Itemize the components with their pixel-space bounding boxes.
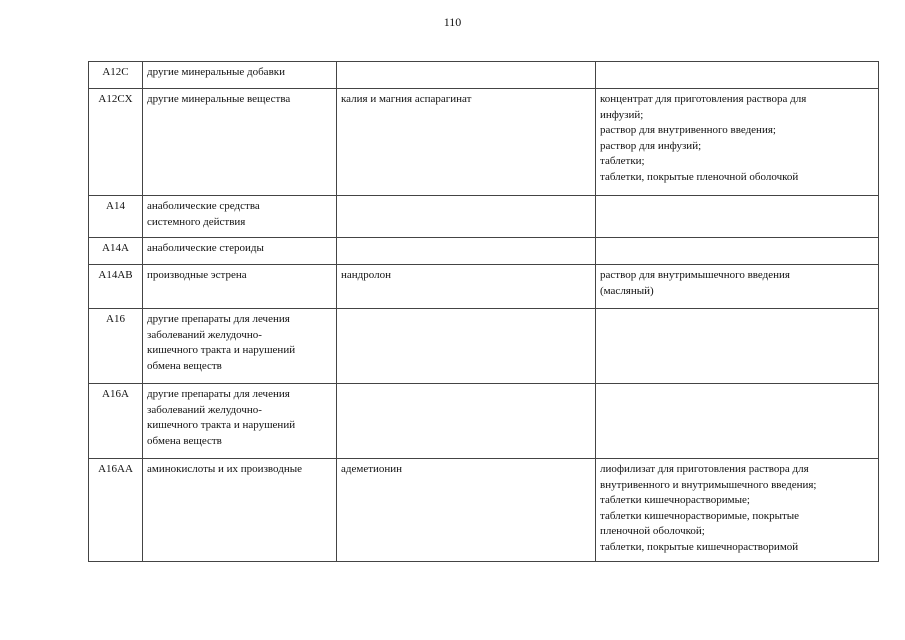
cell-text-line: лиофилизат для приготовления раствора для — [600, 463, 809, 475]
dosage-forms-cell — [596, 309, 879, 384]
group-name-cell — [143, 265, 337, 309]
cell-text-line: таблетки, покрытые кишечнорастворимой — [600, 540, 799, 553]
substance-cell — [337, 309, 596, 384]
atc-code-cell: A12CX — [89, 89, 143, 196]
group-name-cell — [143, 62, 337, 89]
cell-text-line: таблетки, покрытые пленочной оболочкой — [600, 170, 799, 183]
dosage-forms-cell — [596, 238, 879, 265]
cell-text-line: таблетки; — [600, 155, 645, 168]
substance-cell — [337, 459, 596, 562]
table-row — [89, 196, 879, 238]
dosage-forms-cell — [596, 384, 879, 459]
atc-code-cell: A14 — [89, 196, 143, 238]
substance-cell — [337, 196, 596, 238]
dosage-forms-cell — [596, 459, 879, 562]
cell-text-line: другие препараты для лечения — [147, 388, 290, 400]
cell-text-line: пленочной оболочкой; — [600, 525, 705, 538]
drug-table — [88, 61, 879, 562]
atc-code-cell: A16AA — [89, 459, 143, 562]
group-name-cell — [143, 196, 337, 238]
cell-text-line: адеметионин — [341, 463, 403, 475]
cell-text-line: другие минеральные добавки — [147, 66, 285, 78]
table-row — [89, 89, 879, 196]
substance-cell — [337, 89, 596, 196]
cell-text-line: анаболические средства — [147, 200, 260, 212]
atc-code-cell: A16 — [89, 309, 143, 384]
atc-code-cell: A14A — [89, 238, 143, 265]
cell-text-line: системного действия — [147, 215, 246, 228]
dosage-forms-cell — [596, 89, 879, 196]
substance-cell — [337, 238, 596, 265]
table-row — [89, 459, 879, 562]
group-name-cell — [143, 384, 337, 459]
cell-text-line: калия и магния аспарагинат — [341, 93, 472, 105]
group-name-cell — [143, 89, 337, 196]
cell-text-line: таблетки кишечнорастворимые, покрытые — [600, 509, 800, 522]
table-row — [89, 309, 879, 384]
dosage-forms-cell — [596, 196, 879, 238]
cell-text-line: (масляный) — [600, 284, 654, 297]
cell-text-line: обмена веществ — [147, 359, 222, 372]
group-name-cell — [143, 238, 337, 265]
cell-text-line: аминокислоты и их производные — [147, 463, 302, 475]
cell-text-line: кишечного тракта и нарушений — [147, 344, 296, 357]
cell-text-line: производные эстрена — [147, 269, 247, 281]
dosage-forms-cell — [596, 265, 879, 309]
substance-cell — [337, 62, 596, 89]
atc-code-cell: A16A — [89, 384, 143, 459]
cell-text-line: другие препараты для лечения — [147, 313, 290, 325]
table-row — [89, 384, 879, 459]
cell-text-line: заболеваний желудочно- — [147, 328, 262, 341]
atc-code-cell: A12C — [89, 62, 143, 89]
group-name-cell — [143, 309, 337, 384]
cell-text-line: заболеваний желудочно- — [147, 403, 262, 416]
atc-code-cell: A14AB — [89, 265, 143, 309]
cell-text-line: таблетки кишечнорастворимые; — [600, 494, 750, 507]
cell-text-line: другие минеральные вещества — [147, 93, 291, 105]
cell-text-line: концентрат для приготовления раствора для — [600, 93, 807, 105]
dosage-forms-cell — [596, 62, 879, 89]
table-row — [89, 62, 879, 89]
cell-text-line: обмена веществ — [147, 434, 222, 447]
page-number: 110 — [443, 15, 462, 29]
cell-text-line: внутривенного и внутримышечного введения; — [600, 478, 817, 491]
group-name-cell — [143, 459, 337, 562]
cell-text-line: кишечного тракта и нарушений — [147, 419, 296, 432]
substance-cell — [337, 265, 596, 309]
cell-text-line: раствор для инфузий; — [600, 139, 702, 152]
cell-text-line: инфузий; — [600, 108, 644, 121]
cell-text-line: раствор для внутримышечного введения — [600, 269, 790, 281]
table-row — [89, 265, 879, 309]
cell-text-line: раствор для внутривенного введения; — [600, 124, 776, 137]
table-body — [89, 62, 879, 562]
table-row — [89, 238, 879, 265]
cell-text-line: нандролон — [341, 269, 391, 281]
cell-text-line: анаболические стероиды — [147, 242, 264, 254]
substance-cell — [337, 384, 596, 459]
